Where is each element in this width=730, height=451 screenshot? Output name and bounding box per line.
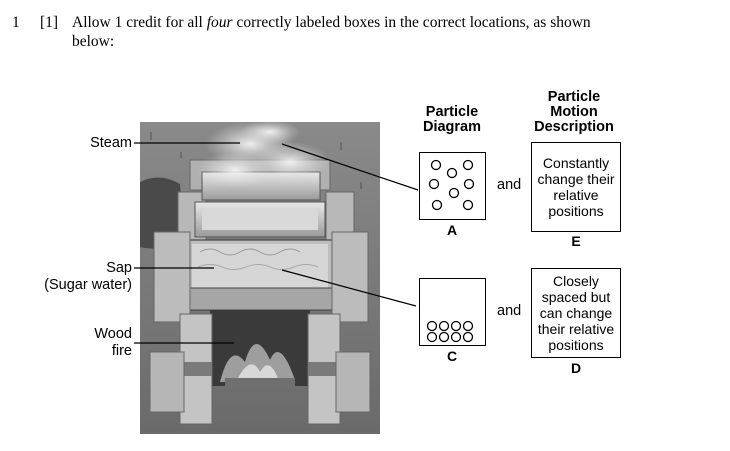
sap-label bbox=[20, 260, 132, 294]
particle-motion-header-line2: Motion bbox=[550, 104, 598, 120]
wood-fire-label bbox=[60, 326, 132, 360]
motion-description-e-box bbox=[531, 142, 621, 232]
question-text-emph: four bbox=[206, 14, 233, 31]
steam-label: Steam bbox=[90, 135, 132, 151]
particle-motion-header-line3: Description bbox=[534, 119, 614, 135]
motion-description-d-text bbox=[538, 273, 614, 353]
motion-description-d-box bbox=[531, 268, 621, 358]
description-d-line: Closely bbox=[553, 273, 599, 289]
particle-diagram-header-line2: Diagram bbox=[422, 119, 482, 135]
description-letter-e: E bbox=[571, 233, 581, 249]
sap-to-diagram-c-line bbox=[282, 270, 416, 306]
particle-motion-header bbox=[524, 90, 624, 135]
wood-fire-label-line2: fire bbox=[111, 343, 132, 359]
diagram-letter-c: C bbox=[446, 348, 458, 364]
question-text-before: Allow 1 credit for all bbox=[72, 14, 207, 31]
description-d-line: their relative bbox=[537, 321, 615, 337]
particle-diagram-c-box bbox=[419, 278, 486, 346]
sap-label-line1: Sap bbox=[106, 260, 132, 276]
particle-diagram-header bbox=[416, 105, 488, 135]
question-text-after: correctly labeled boxes in the correct locations, as shown bbox=[232, 14, 591, 31]
description-d-line: positions bbox=[548, 337, 604, 353]
description-e-line: positions bbox=[548, 203, 604, 219]
description-e-line: Constantly bbox=[542, 155, 610, 171]
sap-label-line2: (Sugar water) bbox=[44, 277, 132, 293]
gas-particles-diagram bbox=[420, 153, 485, 219]
diagram-letter-a: A bbox=[446, 222, 458, 238]
and-connector-2: and bbox=[497, 303, 522, 319]
description-e-line: relative bbox=[553, 187, 599, 203]
particle-diagram-header-line1: Particle bbox=[425, 104, 479, 120]
steam-to-diagram-a-line bbox=[282, 144, 418, 190]
particle-motion-header-line1: Particle bbox=[547, 89, 601, 105]
motion-description-e-text bbox=[537, 155, 614, 219]
particle-diagram-a-box bbox=[419, 152, 486, 220]
liquid-particles-diagram bbox=[420, 279, 485, 345]
wood-fire-label-line1: Wood bbox=[94, 326, 132, 342]
and-connector-1: and bbox=[497, 177, 522, 193]
description-letter-d: D bbox=[570, 360, 582, 376]
description-d-line: spaced but bbox=[541, 289, 611, 305]
description-d-line: can change bbox=[539, 305, 613, 321]
question-text-line2: below: bbox=[72, 33, 115, 50]
credit-marks: [1] bbox=[40, 14, 59, 31]
description-e-line: change their bbox=[537, 171, 615, 187]
question-number: 1 bbox=[12, 14, 20, 31]
